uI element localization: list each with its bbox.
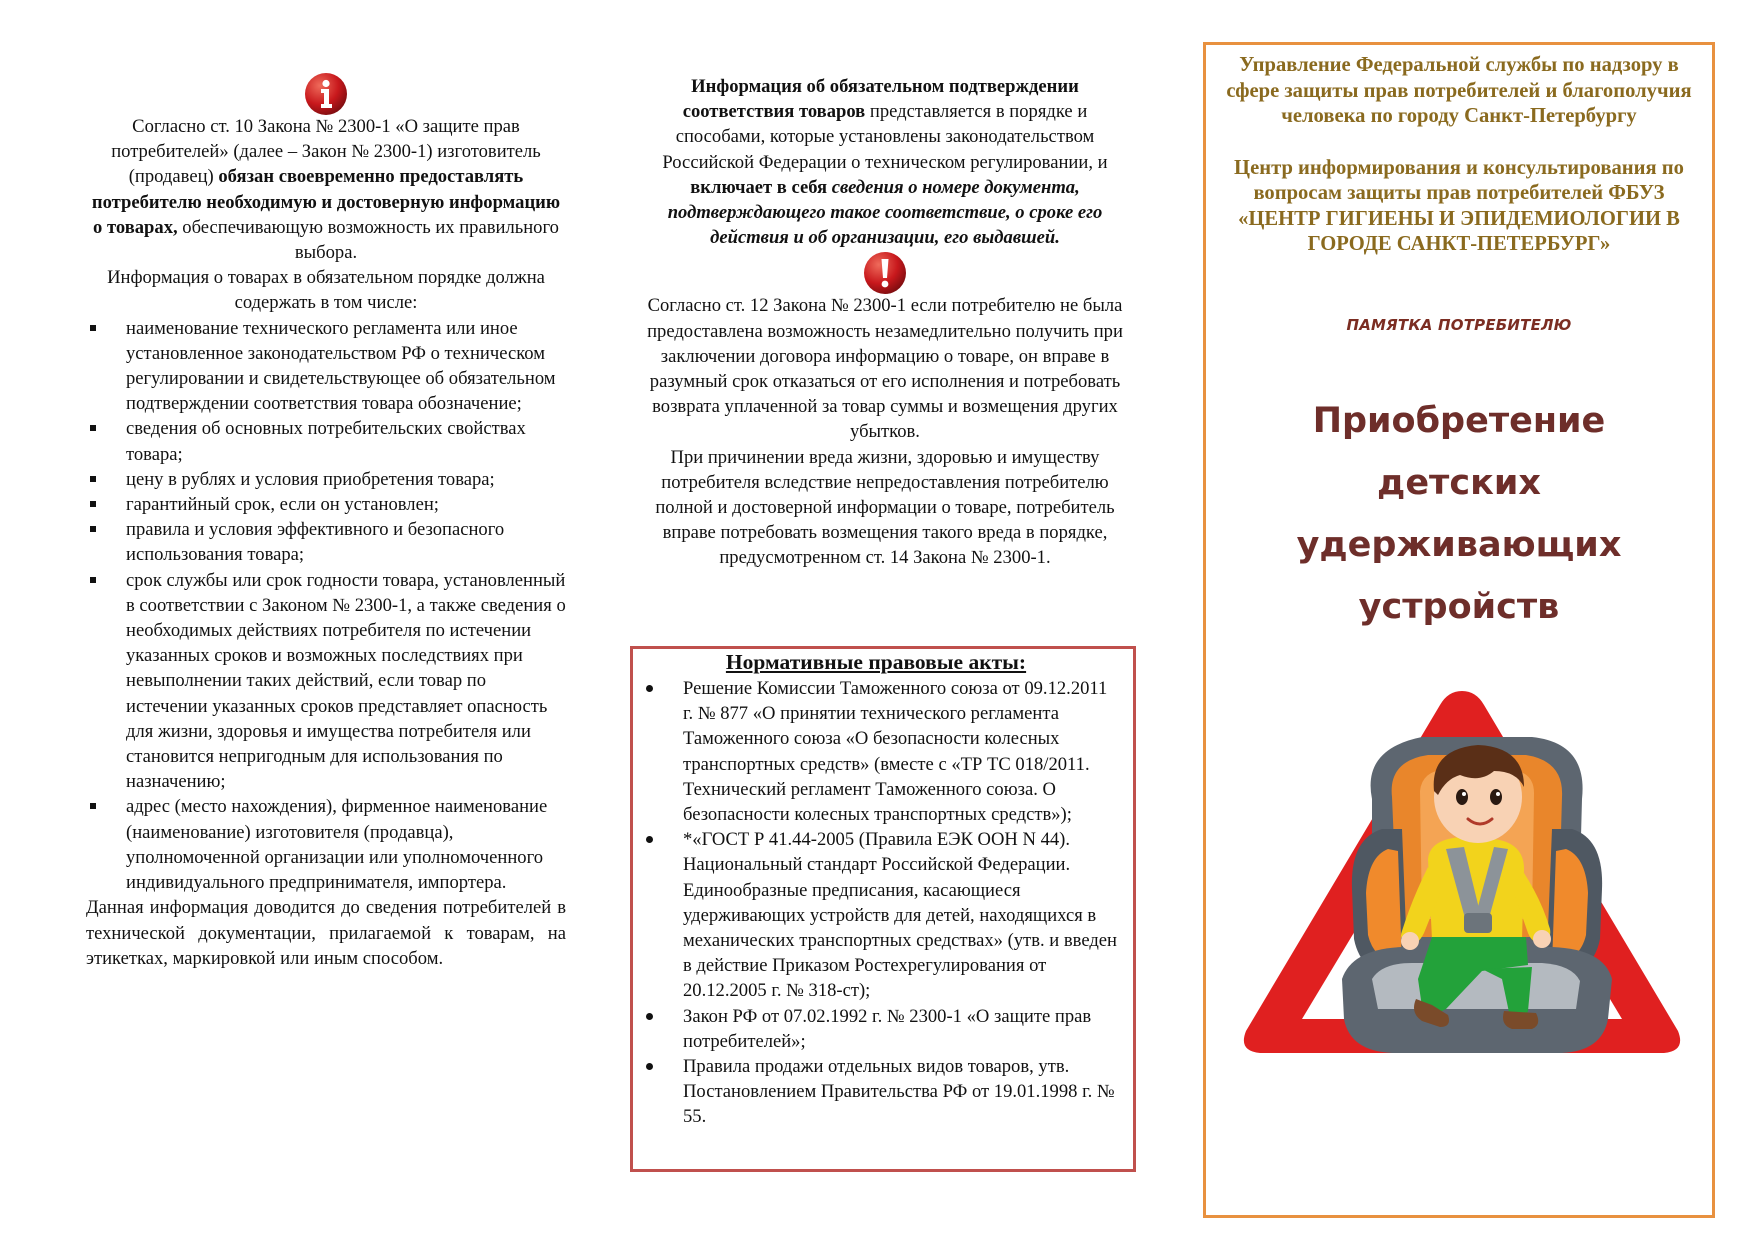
list-item: Правила продажи отдельных видов товаров, утв. Постановлением Правительства РФ от 19.01.1998 г. № 55. (633, 1054, 1119, 1130)
middle-conformity-bold: Информация об обязательном подтверждении соответствия товаров (682, 76, 1079, 123)
info-icon (304, 72, 348, 116)
middle-conformity-includes: включает в себя (690, 176, 828, 198)
middle-conformity-paragraph (640, 74, 1130, 250)
child-car-seat-illustration (1232, 679, 1692, 1079)
left-intro-text: Согласно ст. 10 Закона № 2300-1 «О защите прав потребителей» (далее – Закон № 2300-1) изготовитель (продавец) (111, 116, 541, 188)
cover-panel (1203, 42, 1715, 1218)
list-item: Решение Комиссии Таможенного союза от 09.12.2011 г. № 877 «О принятии технического регламента Таможенного союза «О безопасности колесных транспортных средств» (вместе с «ТР ТС 018/2011. Технический регламент Таможенного союза. О безопасности колесных транспортных средств»); (633, 676, 1119, 827)
regulatory-acts-list (633, 676, 1119, 1130)
left-intro-paragraph (86, 114, 566, 265)
list-item: *«ГОСТ Р 41.44-2005 (Правила ЕЭК ООН N 44). Национальный стандарт Российской Федерации. Единообразные предписания, касающиеся удерживающих устройств для детей, находящихся в механических транспортных средствах» (утв. и введен в действие Приказом Ростехрегулирования от 20.12.2005 г. № 318-ст); (633, 827, 1119, 1003)
list-item: правила и условия эффективного и безопасного использования товара; (86, 517, 566, 567)
brochure-title: Приобретение детских удерживающих устройств (1296, 400, 1622, 627)
middle-conformity-details: сведения о номере документа, подтверждающего такое соответствие, о сроке его действия и об организации, его выдавшей. (667, 176, 1103, 249)
middle-harm-paragraph: При причинении вреда жизни, здоровью и имуществу потребителя вследствие непредоставления потребителю полной и достоверной информации о товаре, потребитель вправе потребовать возмещения такого вреда в порядке, предусмотренном ст. 14 Закона № 2300-1. (655, 446, 1115, 569)
left-intro-bold: обязан своевременно предоставлять потребителю необходимую и достоверную информацию о товарах, (91, 166, 561, 238)
organization-name: Управление Федеральной службы по надзору в сфере защиты прав потребителей и благополучия человека по городу Санкт-Петербургу (1226, 54, 1692, 127)
center-name: Центр информирования и консультирования по вопросам защиты прав потребителей ФБУЗ «ЦЕНТР ГИГИЕНЫ И ЭПИДЕМИОЛОГИИ В ГОРОДЕ САНКТ-ПЕТЕРБУРГ» (1234, 156, 1684, 255)
exclamation-icon (863, 251, 907, 295)
left-column (86, 72, 566, 971)
list-item: цену в рублях и условия приобретения товара; (86, 467, 566, 492)
middle-column (640, 74, 1130, 571)
list-item: срок службы или срок годности товара, установленный в соответствии с Законом № 2300-1, а также сведения о необходимых действиях потребителя по истечении указанных сроков и возможных последствиях при невыполнении таких действий, если товар по истечении указанных сроков представляет опасность для жизни, здоровья и имущества потребителя или становится непригодным для использования по назначению; (86, 568, 566, 795)
left-info-requirement: Информация о товарах в обязательном порядке должна содержать в том числе: (107, 267, 545, 314)
list-item: наименование технического регламента или иное установленное законодательством РФ о техническом регулировании и свидетельствующее об обязательном подтверждении соответствия товара обозначение; (86, 316, 566, 417)
middle-article12-paragraph: Согласно ст. 12 Закона № 2300-1 если потребителю не была предоставлена возможность незамедлительно получить при заключении договора информацию о товаре, он вправе в разумный срок отказаться от его исполнения и потребовать возврата уплаченной за товар суммы и возмещения других убытков. (647, 295, 1123, 443)
left-intro-tail: обеспечивающую возможность их правильного выбора. (177, 216, 559, 264)
info-requirements-list (86, 316, 566, 896)
middle-conformity-text: представляется в порядке и способами, которые установлены законодательством Российской Федерации о техническом регулировании, и (662, 101, 1108, 173)
list-item: адрес (место нахождения), фирменное наименование (наименование) изготовителя (продавца), уполномоченной организации или уполномоченного индивидуального предпринимателя, импортера. (86, 794, 566, 895)
memo-label: ПАМЯТКА ПОТРЕБИТЕЛЮ (1346, 315, 1572, 334)
regulatory-acts-box (630, 646, 1136, 1172)
list-item: сведения об основных потребительских свойствах товара; (86, 416, 566, 466)
left-closing-paragraph: Данная информация доводится до сведения потребителей в технической документации, прилагаемой к товарам, на этикетках, маркировкой или иным способом. (86, 897, 566, 969)
list-item: Закон РФ от 07.02.1992 г. № 2300-1 «О защите прав потребителей»; (633, 1004, 1119, 1054)
regulatory-acts-title: Нормативные правовые акты: (725, 650, 1027, 674)
list-item: гарантийный срок, если он установлен; (86, 492, 566, 517)
